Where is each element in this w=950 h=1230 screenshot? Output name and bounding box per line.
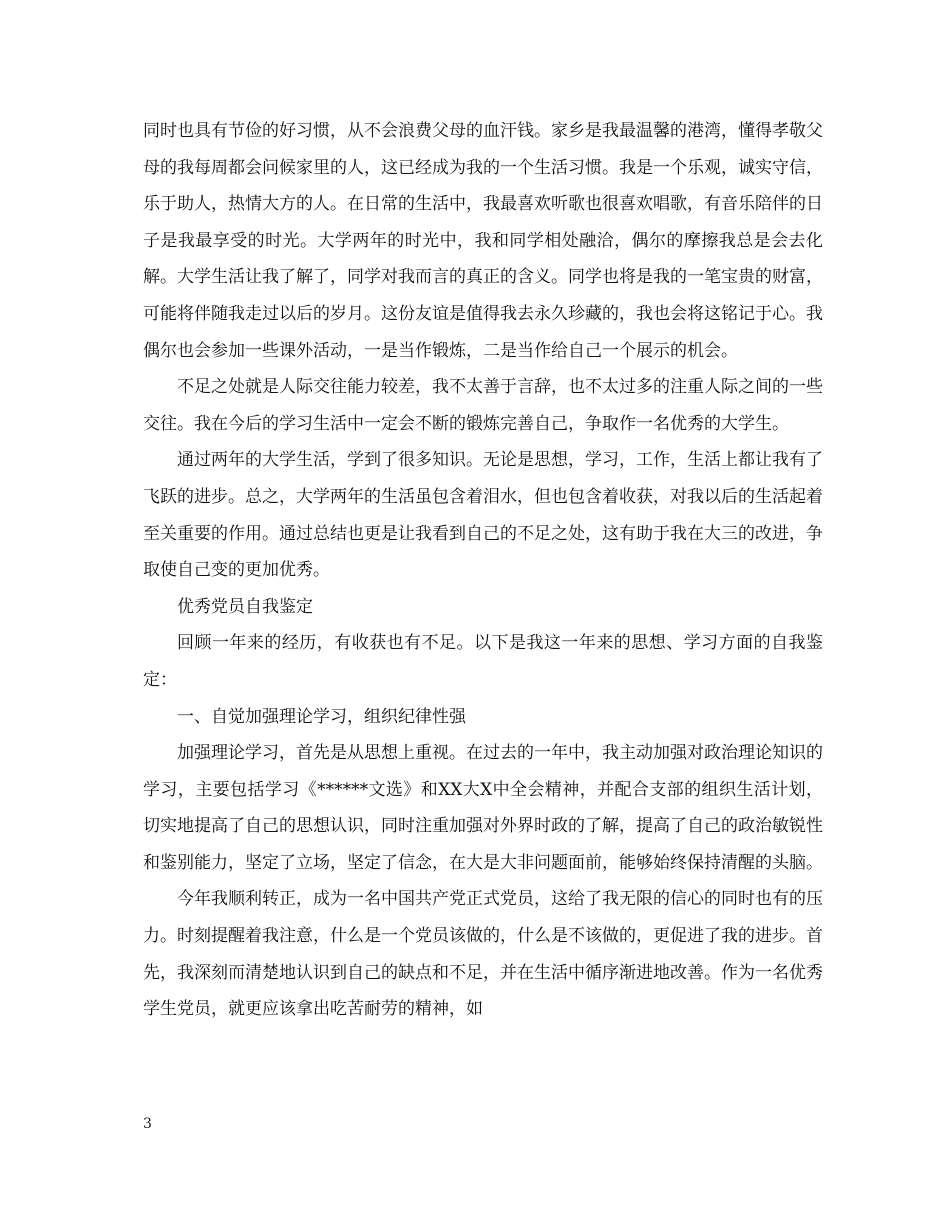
paragraph-3: 通过两年的大学生活，学到了很多知识。无论是思想，学习，工作，生活上都让我有了飞跃的进步。总之，大学两年的生活虽包含着泪水，但也包含着收获，对我以后的生活起着至关重要的作用。通过总结也更是让我看到自己的不足之处，这有助于我在大三的改进，争取使自己变的更加优秀。 [143,450,823,581]
paragraph-5: 回顾一年来的经历，有收获也有不足。以下是我这一年来的思想、学习方面的自我鉴定： [143,633,823,690]
subsection-heading: 一、自觉加强理论学习，组织纪律性强 [177,706,466,727]
paragraph-2: 不足之处就是人际交往能力较差，我不太善于言辞，也不太过多的注重人际之间的一些交往。我在今后的学习生活中一定会不断的锻炼完善自己，争取作一名优秀的大学生。 [143,377,823,434]
page-number: 3 [143,1116,152,1132]
paragraph-8: 今年我顺利转正，成为一名中国共产党正式党员，这给了我无限的信心的同时也有的压力。时刻提醒着我注意，什么是一个党员该做的，什么是不该做的，更促进了我的进步。首先，我深刻而清楚地认识到自己的缺点和不足，并在生活中循序渐进地改善。作为一名优秀学生党员，就更应该拿出吃苦耐劳的精神，如 [143,889,823,1020]
section-title: 优秀党员自我鉴定 [177,596,313,617]
document-body [143,113,823,1028]
paragraph-7: 加强理论学习，首先是从思想上重视。在过去的一年中，我主动加强对政治理论知识的学习，主要包括学习《******文选》和XX大X中全会精神，并配合支部的组织生活计划，切实地提高了自己的思想认识，同时注重加强对外界时政的了解，提高了自己的政治敏锐性和鉴别能力，坚定了立场，坚定了信念，在大是大非问题面前，能够始终保持清醒的头脑。 [143,743,823,873]
paragraph-1: 同时也具有节俭的好习惯，从不会浪费父母的血汗钱。家乡是我最温馨的港湾，懂得孝敬父母的我每周都会问候家里的人，这已经成为我的一个生活习惯。我是一个乐观，诚实守信，乐于助人，热情大方的人。在日常的生活中，我最喜欢听歌也很喜欢唱歌，有音乐陪伴的日子是我最享受的时光。大学两年的时光中，我和同学相处融洽，偶尔的摩擦我总是会去化解。大学生活让我了解了，同学对我而言的真正的含义。同学也将是我的一笔宝贵的财富，可能将伴随我走过以后的岁月。这份友谊是值得我去永久珍藏的，我也会将这铭记于心。我偶尔也会参加一些课外活动，一是当作锻炼，二是当作给自己一个展示的机会。 [143,121,823,361]
